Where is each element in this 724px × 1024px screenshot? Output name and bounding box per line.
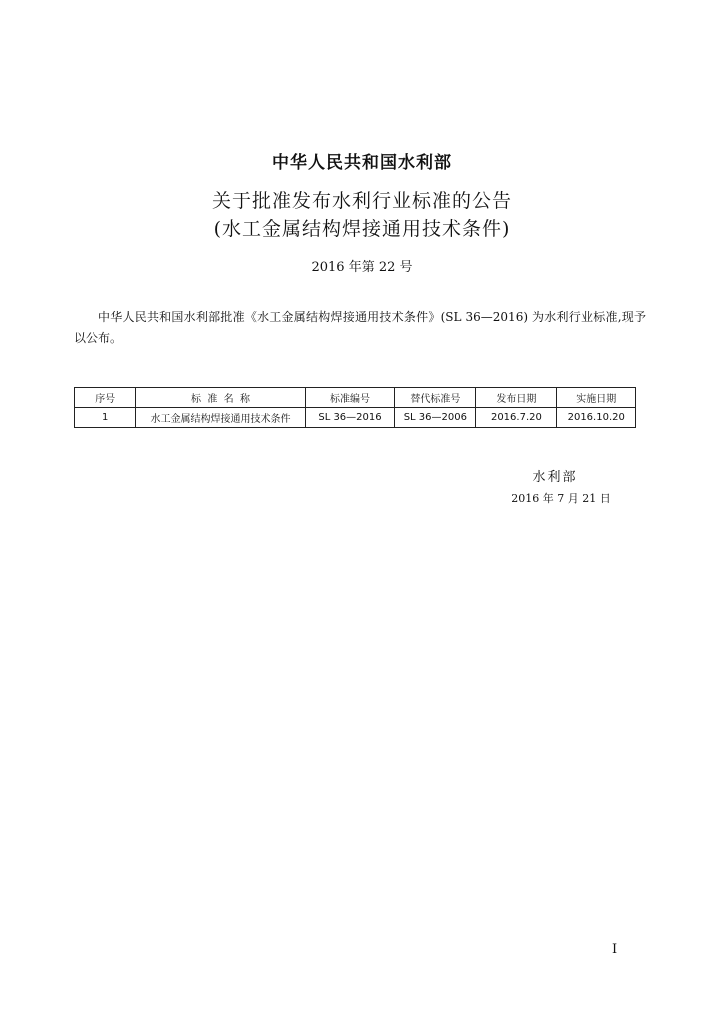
standards-table xyxy=(74,387,636,428)
header-cell-no: 序号 xyxy=(75,388,136,408)
cell-published: 2016.7.20 xyxy=(476,408,557,428)
ministry-name: 中华人民共和国水利部 xyxy=(272,153,452,173)
cell-name: 水工金属结构焊接通用技术条件 xyxy=(136,408,305,428)
cell-implemented: 2016.10.20 xyxy=(557,408,636,428)
announcement-paragraph: 中华人民共和国水利部批准《水工金属结构焊接通用技术条件》(SL 36—2016) 为水利行业标准,现予以公布。 xyxy=(74,310,646,345)
table-header-row xyxy=(75,388,636,408)
cell-replaced: SL 36—2006 xyxy=(395,408,476,428)
header-cell-name: 标 准 名 称 xyxy=(136,388,305,408)
header-cell-replaced: 替代标准号 xyxy=(395,388,476,408)
document-number: 2016 年第 22 号 xyxy=(311,260,413,275)
header-cell-code: 标准编号 xyxy=(305,388,395,408)
cell-code: SL 36—2016 xyxy=(305,408,395,428)
sign-date: 2016 年 7 月 21 日 xyxy=(511,492,611,505)
cell-no: 1 xyxy=(75,408,136,428)
table-row xyxy=(75,408,636,428)
announcement-subtitle: (水工金属结构焊接通用技术条件) xyxy=(213,218,511,240)
header-cell-implemented: 实施日期 xyxy=(557,388,636,408)
header-cell-published: 发布日期 xyxy=(476,388,557,408)
page-number: I xyxy=(612,942,618,957)
announcement-title: 关于批准发布水利行业标准的公告 xyxy=(211,190,512,212)
signer: 水利部 xyxy=(532,470,578,485)
